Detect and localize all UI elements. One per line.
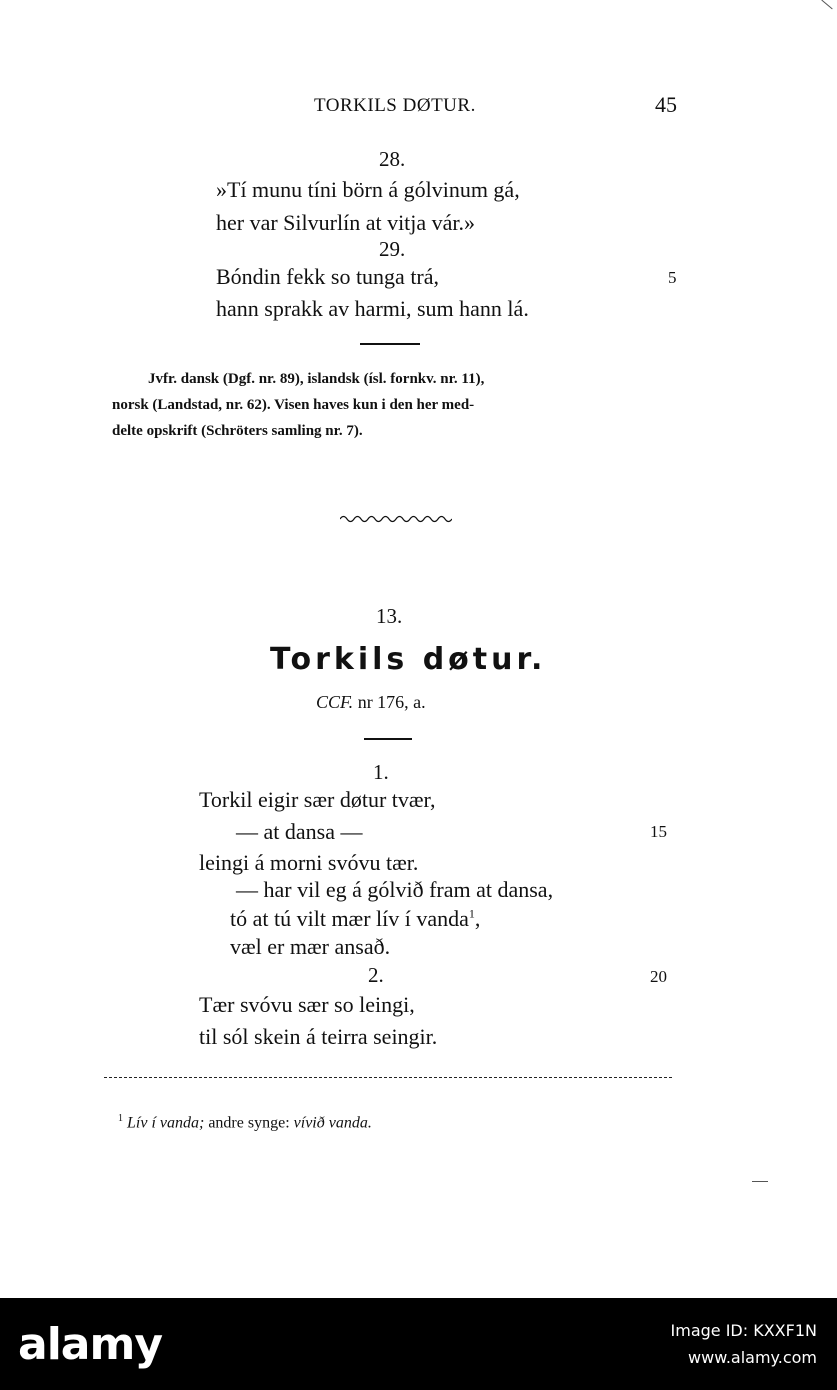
stanza-number: 28. bbox=[379, 147, 406, 171]
refrain-line: — har vil eg á gólvið fram at dansa, bbox=[236, 877, 554, 902]
refrain-line: — at dansa — bbox=[236, 819, 363, 844]
verse-line: til sól skein á teirra seingir. bbox=[199, 1024, 438, 1049]
footnote-italic: Lív í vanda; bbox=[127, 1114, 205, 1132]
watermark-logo: alamy bbox=[18, 1319, 162, 1370]
ballad-title: Torkils døtur. bbox=[270, 642, 547, 677]
line-number: 15 bbox=[650, 822, 667, 841]
footnote-text: andre synge: bbox=[204, 1114, 294, 1132]
footnote-mark: 1 bbox=[118, 1113, 123, 1124]
source-reference bbox=[316, 692, 426, 713]
footnote bbox=[118, 1113, 372, 1132]
commentary-line: delte opskrift (Schröters samling nr. 7). bbox=[112, 423, 363, 439]
verse-line: leingi á morni svóvu tær. bbox=[199, 850, 419, 875]
verse-line: her var Silvurlín at vitja vár.» bbox=[216, 210, 476, 235]
separator-rule bbox=[364, 738, 412, 740]
stanza-number: 1. bbox=[373, 760, 389, 784]
running-title: TORKILS DØTUR. bbox=[314, 95, 476, 116]
verse-line: Torkil eigir sær døtur tvær, bbox=[199, 787, 436, 812]
refrain-line: tó at tú vilt mær lív í vanda$^1$, bbox=[230, 906, 481, 931]
verse-line: Tær svóvu sær so leingi, bbox=[199, 992, 415, 1017]
source-abbrev: CCF. bbox=[316, 692, 354, 712]
wavy-ornament bbox=[340, 514, 452, 524]
footnote-reference: 1 bbox=[468, 906, 475, 921]
footnote-italic: vívið vanda. bbox=[293, 1114, 372, 1132]
stanza-number: 29. bbox=[379, 237, 406, 261]
scan-mark bbox=[821, 0, 832, 9]
commentary-line: norsk (Landstad, nr. 62). Visen haves kun i den her med- bbox=[112, 397, 475, 413]
refrain-text: tó at tú vilt mær lív í vanda bbox=[230, 906, 469, 931]
line-number: 5 bbox=[668, 268, 677, 287]
verse-line: Bóndin fekk so tunga trá, bbox=[216, 264, 440, 289]
watermark-image-id: Image ID: KXXF1N bbox=[670, 1321, 817, 1340]
scan-mark bbox=[752, 1181, 768, 1182]
footnote-rule bbox=[104, 1077, 672, 1078]
refrain-line: væl er mær ansað. bbox=[230, 934, 391, 959]
stanza-number: 2. bbox=[368, 963, 384, 987]
watermark-url: www.alamy.com bbox=[688, 1348, 817, 1367]
commentary-line: Jvfr. dansk (Dgf. nr. 89), islandsk (ísl. fornkv. nr. 11), bbox=[148, 371, 485, 387]
source-number: nr 176, a. bbox=[353, 692, 426, 712]
verse-line: hann sprakk av harmi, sum hann lá. bbox=[216, 296, 529, 321]
separator-rule bbox=[360, 343, 420, 345]
line-number: 20 bbox=[650, 967, 667, 986]
verse-line: »Tí munu tíni börn á gólvinum gá, bbox=[216, 177, 520, 202]
page-number: 45 bbox=[655, 92, 677, 117]
ballad-number: 13. bbox=[376, 604, 403, 628]
